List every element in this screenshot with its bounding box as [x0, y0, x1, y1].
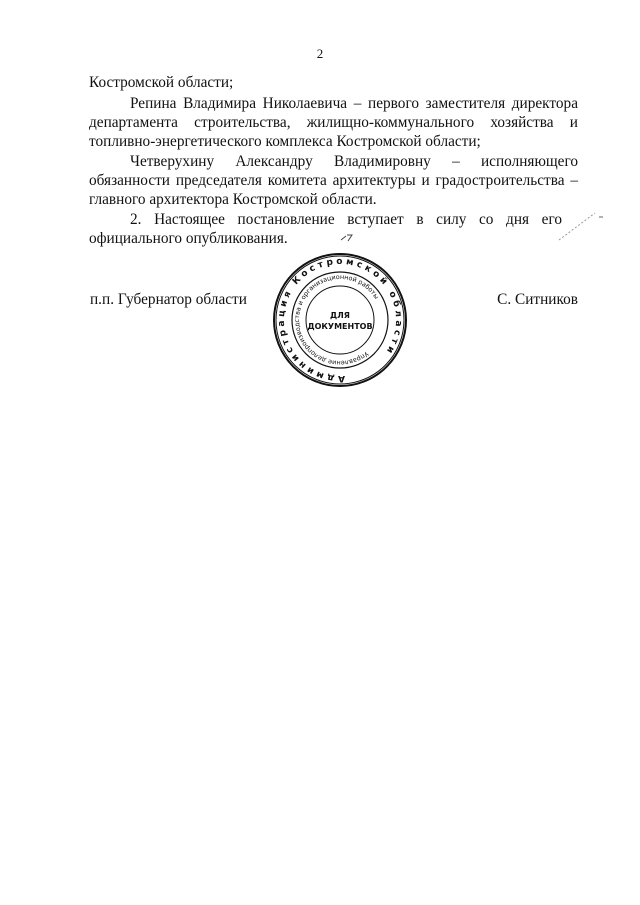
body-line: 2. Настоящее постановление вступает в силу со дня его [130, 211, 562, 228]
official-stamp [272, 252, 408, 388]
body-line: департамента строительства, жилищно-коммунального хозяйства и [89, 114, 578, 131]
stamp-outer-text: Администрация Костромской области [276, 256, 404, 384]
body-line: официального опубликования. [89, 230, 288, 247]
signatory-name: С. Ситников [497, 291, 578, 308]
body-line: главного архитектора Костромской области. [89, 191, 377, 208]
stamp-inner-text: Управление делопроизводства и организационной работы [292, 272, 381, 368]
pen-mark [340, 232, 354, 242]
body-line: Четверухину Александру Владимировну – исполняющего [130, 153, 578, 170]
body-line: Репина Владимира Николаевича – первого заместителя директора [130, 95, 578, 112]
stamp-center-line2: ДОКУМЕНТОВ [307, 322, 373, 331]
stamp-center-line1: ДЛЯ [330, 311, 350, 320]
page-number: 2 [316, 46, 324, 61]
scan-artifact [555, 205, 605, 245]
body-line: топливно-энергетического комплекса Костромской области; [89, 133, 481, 150]
body-line: Костромской области; [89, 74, 234, 91]
body-line: обязанности председателя комитета архитектуры и градостроительства – [89, 172, 578, 189]
signatory-position: п.п. Губернатор области [90, 291, 247, 308]
